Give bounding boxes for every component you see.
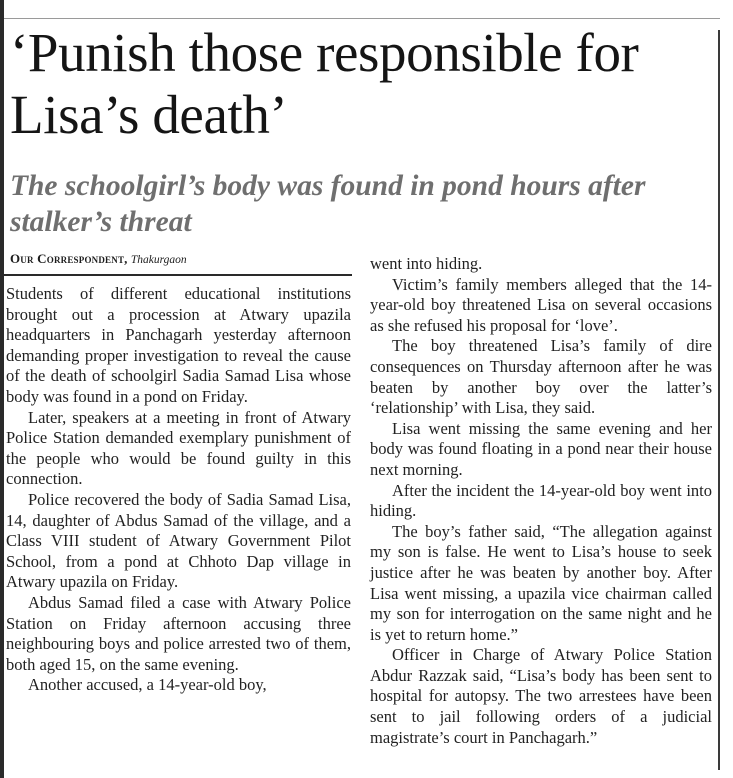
paragraph: Another accused, a 14-year-old boy, bbox=[28, 675, 267, 695]
article-column-left bbox=[6, 284, 351, 696]
paragraph: The boy’s father said, “The allegation against my son is false. He went to Lisa’s house to seek justice after he was beaten by another boy. After Lisa went missing, a upazila vice chairman called my son for interrogation on the same night and he is yet to return home.” bbox=[370, 521, 712, 644]
subheadline: The schoolgirl’s body was found in pond hours after stalker’s threat bbox=[10, 170, 646, 238]
byline-rule bbox=[4, 274, 352, 276]
paragraph: Later, speakers at a meeting in front of Atwary Police Station demanded exemplary punishment of the people who would be found guilty in this connection. bbox=[6, 407, 351, 489]
paragraph: Abdus Samad filed a case with Atwary Police Station on Friday afternoon accusing three neighbouring boys and police arrested two of them, both aged 15, on the same evening. bbox=[6, 592, 351, 674]
paragraph: Students of different educational institutions brought out a procession at Atwary upazila headquarters in Panchagarh yesterday afternoon demanding proper investigation to reveal the cause of the death of schoolgirl Sadia Samad Lisa whose body was found in a pond on Friday. bbox=[6, 284, 351, 406]
right-column-rule bbox=[718, 30, 720, 770]
paragraph: Victim’s family members alleged that the 14-year-old boy threatened Lisa on several occasions as she refused his proposal for ‘love’. bbox=[370, 274, 712, 335]
article-column-right bbox=[370, 254, 712, 748]
page-edge-shadow bbox=[0, 0, 4, 778]
byline-author: Our Correspondent, bbox=[10, 251, 128, 266]
byline bbox=[10, 251, 350, 268]
byline-location: Thakurgaon bbox=[130, 254, 187, 266]
paragraph: Police recovered the body of Sadia Samad Lisa, 14, daughter of Abdus Samad of the village, and a Class VIII student of Atwary Government Pilot School, from a pond at Chhoto Dap village in Atwary upazila on Friday. bbox=[6, 489, 351, 592]
paragraph: After the incident the 14-year-old boy went into hiding. bbox=[370, 480, 712, 521]
paragraph: The boy threatened Lisa’s family of dire consequences on Thursday afternoon after he was beaten by another boy over the latter’s ‘relationship’ with Lisa, they said. bbox=[370, 336, 712, 418]
top-rule bbox=[4, 18, 720, 19]
paragraph: went into hiding. bbox=[370, 254, 483, 273]
headline: ‘Punish those responsible for Lisa’s death’ bbox=[10, 22, 639, 145]
paragraph: Lisa went missing the same evening and her body was found floating in a pond near their house next morning. bbox=[370, 418, 712, 479]
paragraph: Officer in Charge of Atwary Police Station Abdur Razzak said, “Lisa’s body has been sent to hospital for autopsy. The two arrestees have been sent to jail following orders of a judicial magistrate’s court in Panchagarh.” bbox=[370, 645, 712, 747]
